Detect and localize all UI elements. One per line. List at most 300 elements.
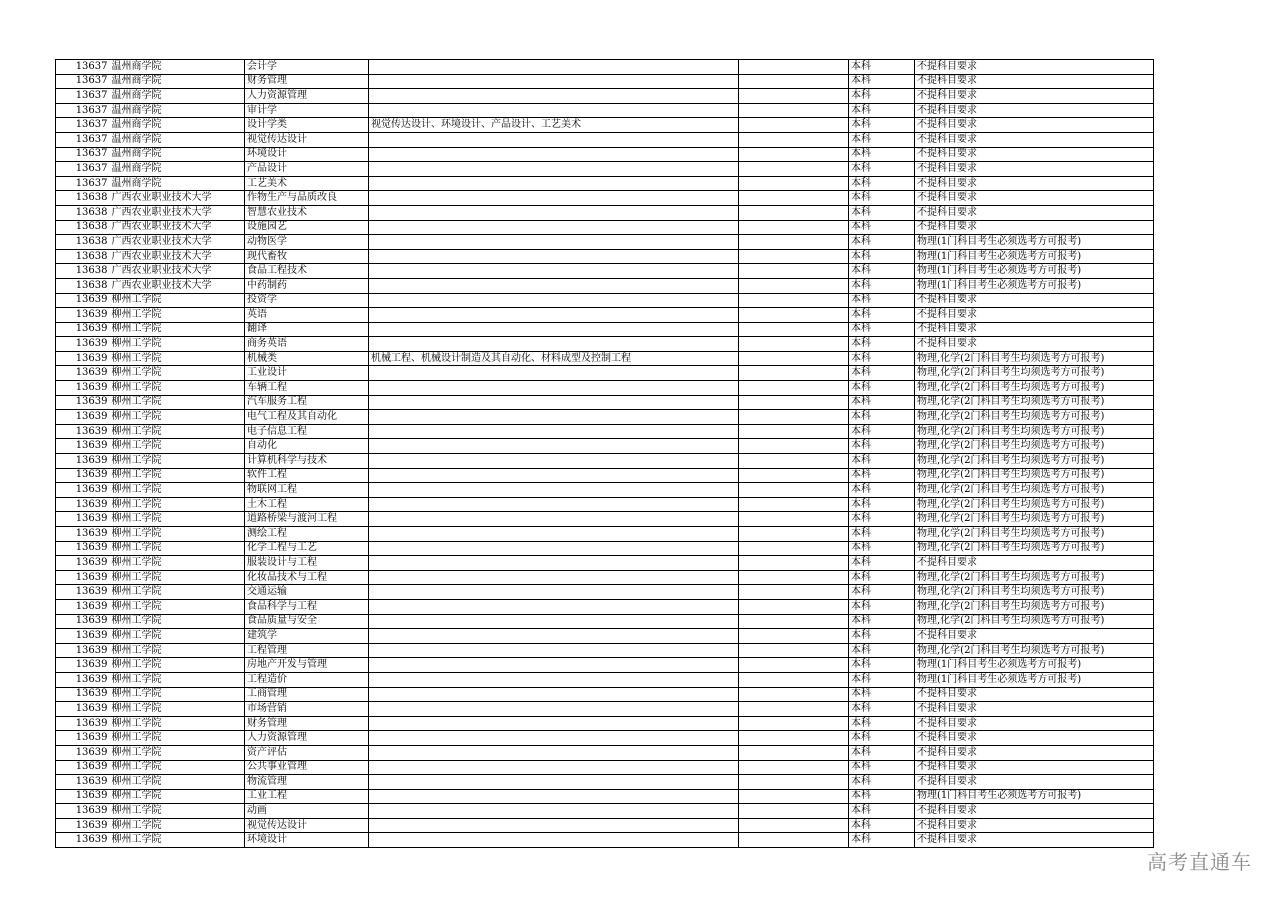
institution-code-cell: 13639 <box>56 512 110 527</box>
table-row <box>56 687 1154 702</box>
major-name-cell: 环境设计 <box>245 833 369 848</box>
level-cell: 本科 <box>849 60 915 75</box>
subject-requirement-cell: 不提科目要求 <box>915 74 1154 89</box>
major-name-cell: 工程造价 <box>245 672 369 687</box>
institution-code-cell: 13639 <box>56 629 110 644</box>
institution-name-cell: 广西农业职业技术大学 <box>110 249 245 264</box>
level-cell: 本科 <box>849 264 915 279</box>
subject-requirement-cell: 物理(1门科目考生必须选考方可报考) <box>915 264 1154 279</box>
included-majors-cell <box>369 570 739 585</box>
institution-name-cell: 温州商学院 <box>110 147 245 162</box>
included-majors-cell <box>369 527 739 542</box>
institution-name-cell: 柳州工学院 <box>110 629 245 644</box>
table-row <box>56 103 1154 118</box>
table-row <box>56 556 1154 571</box>
institution-name-cell: 柳州工学院 <box>110 351 245 366</box>
table-row <box>56 205 1154 220</box>
institution-code-cell: 13638 <box>56 278 110 293</box>
table-row <box>56 249 1154 264</box>
blank-cell <box>739 118 849 133</box>
included-majors-cell <box>369 497 739 512</box>
table-row <box>56 818 1154 833</box>
institution-code-cell: 13639 <box>56 293 110 308</box>
blank-cell <box>739 205 849 220</box>
institution-name-cell: 柳州工学院 <box>110 293 245 308</box>
level-cell: 本科 <box>849 512 915 527</box>
included-majors-cell <box>369 833 739 848</box>
included-majors-cell <box>369 512 739 527</box>
major-name-cell: 投资学 <box>245 293 369 308</box>
subject-requirement-cell: 物理,化学(2门科目考生均须选考方可报考) <box>915 585 1154 600</box>
level-cell: 本科 <box>849 351 915 366</box>
subject-requirement-cell: 物理,化学(2门科目考生均须选考方可报考) <box>915 614 1154 629</box>
level-cell: 本科 <box>849 424 915 439</box>
institution-name-cell: 柳州工学院 <box>110 322 245 337</box>
subject-requirement-cell: 不提科目要求 <box>915 103 1154 118</box>
institution-code-cell: 13638 <box>56 220 110 235</box>
included-majors-cell <box>369 322 739 337</box>
subject-requirement-cell: 物理,化学(2门科目考生均须选考方可报考) <box>915 570 1154 585</box>
institution-name-cell: 柳州工学院 <box>110 614 245 629</box>
major-name-cell: 工商管理 <box>245 687 369 702</box>
included-majors-cell <box>369 74 739 89</box>
subject-requirement-cell: 物理,化学(2门科目考生均须选考方可报考) <box>915 366 1154 381</box>
subject-requirement-cell: 物理,化学(2门科目考生均须选考方可报考) <box>915 483 1154 498</box>
institution-code-cell: 13639 <box>56 585 110 600</box>
included-majors-cell <box>369 658 739 673</box>
subject-requirement-cell: 不提科目要求 <box>915 205 1154 220</box>
institution-name-cell: 柳州工学院 <box>110 308 245 323</box>
subject-requirement-cell: 物理(1门科目考生必须选考方可报考) <box>915 249 1154 264</box>
institution-code-cell: 13639 <box>56 439 110 454</box>
institution-code-cell: 13639 <box>56 424 110 439</box>
blank-cell <box>739 89 849 104</box>
level-cell: 本科 <box>849 599 915 614</box>
level-cell: 本科 <box>849 395 915 410</box>
major-name-cell: 计算机科学与技术 <box>245 454 369 469</box>
subject-requirement-cell: 不提科目要求 <box>915 760 1154 775</box>
institution-name-cell: 柳州工学院 <box>110 570 245 585</box>
included-majors-cell <box>369 483 739 498</box>
institution-name-cell: 柳州工学院 <box>110 658 245 673</box>
blank-cell <box>739 643 849 658</box>
institution-name-cell: 柳州工学院 <box>110 439 245 454</box>
major-name-cell: 物联网工程 <box>245 483 369 498</box>
institution-code-cell: 13639 <box>56 804 110 819</box>
table-row <box>56 541 1154 556</box>
blank-cell <box>739 74 849 89</box>
level-cell: 本科 <box>849 716 915 731</box>
institution-name-cell: 柳州工学院 <box>110 395 245 410</box>
major-name-cell: 人力资源管理 <box>245 89 369 104</box>
blank-cell <box>739 235 849 250</box>
blank-cell <box>739 381 849 396</box>
level-cell: 本科 <box>849 497 915 512</box>
institution-name-cell: 温州商学院 <box>110 118 245 133</box>
table-row <box>56 424 1154 439</box>
major-name-cell: 物流管理 <box>245 775 369 790</box>
subject-requirement-cell: 不提科目要求 <box>915 89 1154 104</box>
level-cell: 本科 <box>849 322 915 337</box>
table-row <box>56 512 1154 527</box>
level-cell: 本科 <box>849 454 915 469</box>
institution-name-cell: 温州商学院 <box>110 89 245 104</box>
table-body <box>56 60 1154 848</box>
major-name-cell: 工程管理 <box>245 643 369 658</box>
table-row <box>56 89 1154 104</box>
included-majors-cell <box>369 337 739 352</box>
blank-cell <box>739 716 849 731</box>
institution-name-cell: 柳州工学院 <box>110 381 245 396</box>
institution-code-cell: 13639 <box>56 541 110 556</box>
subject-requirement-cell: 不提科目要求 <box>915 220 1154 235</box>
level-cell: 本科 <box>849 118 915 133</box>
institution-name-cell: 温州商学院 <box>110 74 245 89</box>
subject-requirement-cell: 物理(1门科目考生必须选考方可报考) <box>915 278 1154 293</box>
included-majors-cell <box>369 235 739 250</box>
included-majors-cell <box>369 176 739 191</box>
blank-cell <box>739 702 849 717</box>
major-name-cell: 食品科学与工程 <box>245 599 369 614</box>
subject-requirement-cell: 不提科目要求 <box>915 191 1154 206</box>
institution-code-cell: 13639 <box>56 483 110 498</box>
subject-requirement-cell: 不提科目要求 <box>915 745 1154 760</box>
level-cell: 本科 <box>849 745 915 760</box>
included-majors-cell <box>369 395 739 410</box>
major-name-cell: 车辆工程 <box>245 381 369 396</box>
major-name-cell: 机械类 <box>245 351 369 366</box>
blank-cell <box>739 512 849 527</box>
table-row <box>56 716 1154 731</box>
table-row <box>56 643 1154 658</box>
institution-code-cell: 13639 <box>56 716 110 731</box>
level-cell: 本科 <box>849 483 915 498</box>
included-majors-cell <box>369 789 739 804</box>
blank-cell <box>739 308 849 323</box>
institution-code-cell: 13637 <box>56 162 110 177</box>
institution-code-cell: 13639 <box>56 308 110 323</box>
institution-code-cell: 13639 <box>56 527 110 542</box>
blank-cell <box>739 424 849 439</box>
level-cell: 本科 <box>849 585 915 600</box>
included-majors-cell <box>369 672 739 687</box>
major-name-cell: 服装设计与工程 <box>245 556 369 571</box>
major-name-cell: 工艺美术 <box>245 176 369 191</box>
subject-requirement-cell: 不提科目要求 <box>915 702 1154 717</box>
table-row <box>56 74 1154 89</box>
watermark-text: 高考直通车 <box>1147 850 1252 874</box>
included-majors-cell <box>369 556 739 571</box>
level-cell: 本科 <box>849 760 915 775</box>
institution-name-cell: 广西农业职业技术大学 <box>110 220 245 235</box>
institution-name-cell: 柳州工学院 <box>110 541 245 556</box>
subject-requirement-cell: 物理,化学(2门科目考生均须选考方可报考) <box>915 454 1154 469</box>
institution-name-cell: 柳州工学院 <box>110 789 245 804</box>
major-name-cell: 软件工程 <box>245 468 369 483</box>
level-cell: 本科 <box>849 702 915 717</box>
major-name-cell: 化妆品技术与工程 <box>245 570 369 585</box>
blank-cell <box>739 439 849 454</box>
institution-name-cell: 柳州工学院 <box>110 556 245 571</box>
table-row <box>56 381 1154 396</box>
table-row <box>56 337 1154 352</box>
included-majors-cell <box>369 424 739 439</box>
level-cell: 本科 <box>849 205 915 220</box>
table-row <box>56 483 1154 498</box>
subject-requirement-cell: 不提科目要求 <box>915 629 1154 644</box>
level-cell: 本科 <box>849 527 915 542</box>
institution-code-cell: 13638 <box>56 249 110 264</box>
institution-name-cell: 柳州工学院 <box>110 745 245 760</box>
institution-name-cell: 柳州工学院 <box>110 643 245 658</box>
subject-requirement-cell: 不提科目要求 <box>915 322 1154 337</box>
included-majors-cell: 视觉传达设计、环境设计、产品设计、工艺美术 <box>369 118 739 133</box>
subject-requirement-cell: 物理,化学(2门科目考生均须选考方可报考) <box>915 468 1154 483</box>
included-majors-cell <box>369 629 739 644</box>
included-majors-cell <box>369 541 739 556</box>
included-majors-cell <box>369 162 739 177</box>
institution-name-cell: 广西农业职业技术大学 <box>110 278 245 293</box>
institution-code-cell: 13637 <box>56 118 110 133</box>
major-name-cell: 电气工程及其自动化 <box>245 410 369 425</box>
subject-requirements-table <box>55 59 1154 848</box>
blank-cell <box>739 162 849 177</box>
institution-code-cell: 13637 <box>56 132 110 147</box>
institution-code-cell: 13639 <box>56 760 110 775</box>
institution-name-cell: 广西农业职业技术大学 <box>110 191 245 206</box>
subject-requirement-cell: 不提科目要求 <box>915 687 1154 702</box>
subject-requirement-cell: 不提科目要求 <box>915 176 1154 191</box>
subject-requirement-cell: 不提科目要求 <box>915 132 1154 147</box>
included-majors-cell <box>369 381 739 396</box>
level-cell: 本科 <box>849 337 915 352</box>
table-row <box>56 745 1154 760</box>
included-majors-cell <box>369 454 739 469</box>
institution-name-cell: 柳州工学院 <box>110 731 245 746</box>
blank-cell <box>739 570 849 585</box>
subject-requirement-cell: 物理,化学(2门科目考生均须选考方可报考) <box>915 497 1154 512</box>
blank-cell <box>739 818 849 833</box>
included-majors-cell <box>369 775 739 790</box>
subject-requirement-cell: 不提科目要求 <box>915 337 1154 352</box>
level-cell: 本科 <box>849 220 915 235</box>
table-row <box>56 614 1154 629</box>
institution-name-cell: 柳州工学院 <box>110 468 245 483</box>
institution-name-cell: 温州商学院 <box>110 162 245 177</box>
table-row <box>56 454 1154 469</box>
included-majors-cell: 机械工程、机械设计制造及其自动化、材料成型及控制工程 <box>369 351 739 366</box>
level-cell: 本科 <box>849 468 915 483</box>
major-name-cell: 工业设计 <box>245 366 369 381</box>
subject-requirement-cell: 物理,化学(2门科目考生均须选考方可报考) <box>915 381 1154 396</box>
included-majors-cell <box>369 439 739 454</box>
major-name-cell: 视觉传达设计 <box>245 132 369 147</box>
table-row <box>56 672 1154 687</box>
subject-requirement-cell: 物理(1门科目考生必须选考方可报考) <box>915 235 1154 250</box>
institution-code-cell: 13639 <box>56 381 110 396</box>
level-cell: 本科 <box>849 249 915 264</box>
institution-code-cell: 13638 <box>56 264 110 279</box>
blank-cell <box>739 658 849 673</box>
blank-cell <box>739 745 849 760</box>
institution-name-cell: 柳州工学院 <box>110 497 245 512</box>
table-row <box>56 264 1154 279</box>
major-name-cell: 中药制药 <box>245 278 369 293</box>
institution-code-cell: 13639 <box>56 614 110 629</box>
blank-cell <box>739 454 849 469</box>
level-cell: 本科 <box>849 439 915 454</box>
institution-name-cell: 柳州工学院 <box>110 702 245 717</box>
table-row <box>56 351 1154 366</box>
blank-cell <box>739 249 849 264</box>
major-name-cell: 动画 <box>245 804 369 819</box>
table-row <box>56 322 1154 337</box>
subject-requirement-cell: 物理,化学(2门科目考生均须选考方可报考) <box>915 599 1154 614</box>
institution-name-cell: 柳州工学院 <box>110 366 245 381</box>
included-majors-cell <box>369 760 739 775</box>
subject-requirement-cell: 物理,化学(2门科目考生均须选考方可报考) <box>915 643 1154 658</box>
institution-code-cell: 13637 <box>56 60 110 75</box>
institution-code-cell: 13639 <box>56 658 110 673</box>
level-cell: 本科 <box>849 235 915 250</box>
table-row <box>56 702 1154 717</box>
blank-cell <box>739 775 849 790</box>
included-majors-cell <box>369 614 739 629</box>
level-cell: 本科 <box>849 570 915 585</box>
major-name-cell: 设计学类 <box>245 118 369 133</box>
institution-name-cell: 柳州工学院 <box>110 818 245 833</box>
major-name-cell: 工业工程 <box>245 789 369 804</box>
blank-cell <box>739 410 849 425</box>
table-row <box>56 176 1154 191</box>
institution-code-cell: 13637 <box>56 176 110 191</box>
institution-code-cell: 13639 <box>56 731 110 746</box>
institution-code-cell: 13639 <box>56 775 110 790</box>
table-row <box>56 439 1154 454</box>
institution-name-cell: 温州商学院 <box>110 103 245 118</box>
institution-code-cell: 13639 <box>56 337 110 352</box>
level-cell: 本科 <box>849 687 915 702</box>
level-cell: 本科 <box>849 89 915 104</box>
institution-code-cell: 13639 <box>56 322 110 337</box>
level-cell: 本科 <box>849 176 915 191</box>
table-row <box>56 132 1154 147</box>
institution-code-cell: 13637 <box>56 147 110 162</box>
blank-cell <box>739 556 849 571</box>
major-name-cell: 资产评估 <box>245 745 369 760</box>
table-row <box>56 804 1154 819</box>
institution-name-cell: 柳州工学院 <box>110 483 245 498</box>
major-name-cell: 商务英语 <box>245 337 369 352</box>
blank-cell <box>739 322 849 337</box>
institution-name-cell: 柳州工学院 <box>110 804 245 819</box>
table-row <box>56 366 1154 381</box>
major-name-cell: 测绘工程 <box>245 527 369 542</box>
institution-code-cell: 13639 <box>56 468 110 483</box>
blank-cell <box>739 483 849 498</box>
subject-requirement-cell: 物理,化学(2门科目考生均须选考方可报考) <box>915 541 1154 556</box>
included-majors-cell <box>369 804 739 819</box>
major-name-cell: 交通运输 <box>245 585 369 600</box>
table-row <box>56 235 1154 250</box>
blank-cell <box>739 789 849 804</box>
institution-name-cell: 柳州工学院 <box>110 454 245 469</box>
included-majors-cell <box>369 278 739 293</box>
institution-code-cell: 13638 <box>56 191 110 206</box>
institution-code-cell: 13637 <box>56 89 110 104</box>
blank-cell <box>739 672 849 687</box>
blank-cell <box>739 147 849 162</box>
table-row <box>56 731 1154 746</box>
blank-cell <box>739 833 849 848</box>
major-name-cell: 会计学 <box>245 60 369 75</box>
included-majors-cell <box>369 468 739 483</box>
blank-cell <box>739 468 849 483</box>
included-majors-cell <box>369 205 739 220</box>
level-cell: 本科 <box>849 381 915 396</box>
institution-name-cell: 温州商学院 <box>110 132 245 147</box>
included-majors-cell <box>369 599 739 614</box>
major-name-cell: 财务管理 <box>245 74 369 89</box>
major-name-cell: 市场营销 <box>245 702 369 717</box>
institution-name-cell: 柳州工学院 <box>110 672 245 687</box>
level-cell: 本科 <box>849 672 915 687</box>
level-cell: 本科 <box>849 731 915 746</box>
included-majors-cell <box>369 249 739 264</box>
major-name-cell: 翻译 <box>245 322 369 337</box>
major-name-cell: 电子信息工程 <box>245 424 369 439</box>
table-row <box>56 278 1154 293</box>
institution-name-cell: 柳州工学院 <box>110 512 245 527</box>
included-majors-cell <box>369 585 739 600</box>
institution-name-cell: 柳州工学院 <box>110 775 245 790</box>
blank-cell <box>739 220 849 235</box>
included-majors-cell <box>369 89 739 104</box>
subject-requirement-cell: 不提科目要求 <box>915 308 1154 323</box>
blank-cell <box>739 585 849 600</box>
included-majors-cell <box>369 366 739 381</box>
table-row <box>56 468 1154 483</box>
institution-code-cell: 13639 <box>56 395 110 410</box>
included-majors-cell <box>369 745 739 760</box>
institution-name-cell: 柳州工学院 <box>110 716 245 731</box>
institution-name-cell: 柳州工学院 <box>110 527 245 542</box>
level-cell: 本科 <box>849 614 915 629</box>
major-name-cell: 公共事业管理 <box>245 760 369 775</box>
subject-requirement-cell: 不提科目要求 <box>915 147 1154 162</box>
table-row <box>56 570 1154 585</box>
level-cell: 本科 <box>849 658 915 673</box>
level-cell: 本科 <box>849 293 915 308</box>
subject-requirement-cell: 物理(1门科目考生必须选考方可报考) <box>915 672 1154 687</box>
blank-cell <box>739 132 849 147</box>
table-row <box>56 308 1154 323</box>
subject-requirement-cell: 物理,化学(2门科目考生均须选考方可报考) <box>915 527 1154 542</box>
major-name-cell: 食品质量与安全 <box>245 614 369 629</box>
subject-requirement-cell: 不提科目要求 <box>915 162 1154 177</box>
included-majors-cell <box>369 60 739 75</box>
subject-requirement-cell: 物理,化学(2门科目考生均须选考方可报考) <box>915 424 1154 439</box>
institution-name-cell: 温州商学院 <box>110 176 245 191</box>
institution-code-cell: 13639 <box>56 687 110 702</box>
major-name-cell: 建筑学 <box>245 629 369 644</box>
institution-code-cell: 13639 <box>56 789 110 804</box>
subject-requirement-cell: 物理,化学(2门科目考生均须选考方可报考) <box>915 395 1154 410</box>
subject-requirement-cell: 不提科目要求 <box>915 293 1154 308</box>
blank-cell <box>739 760 849 775</box>
level-cell: 本科 <box>849 74 915 89</box>
included-majors-cell <box>369 147 739 162</box>
